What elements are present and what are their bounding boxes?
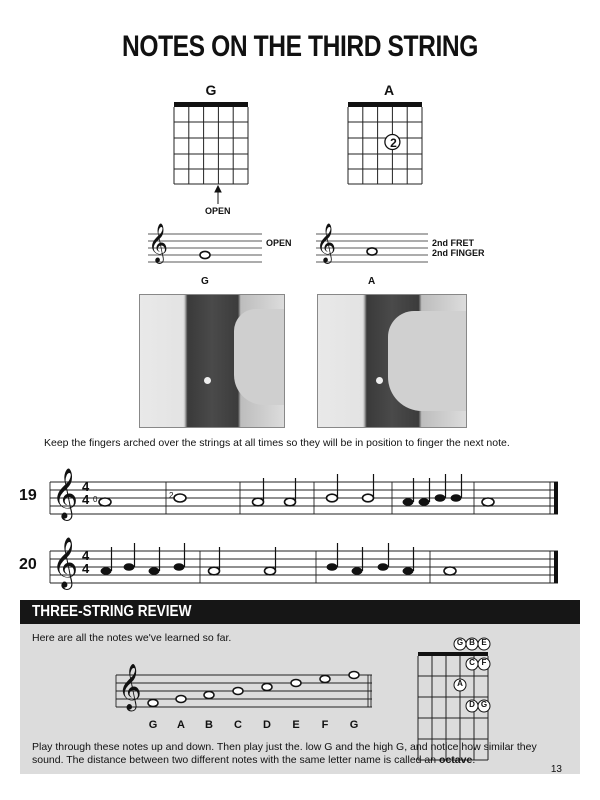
fretboard-marker-label: G — [480, 700, 488, 709]
closing-text-before: Play through these notes up and down. Then play just the. low G and the high G, and notice how similar they sound. The distance between two different notes with the same letter name is called an — [32, 741, 537, 766]
time-bottom: 4 — [82, 492, 90, 507]
time-top: 4 — [82, 548, 90, 563]
time-bottom: 4 — [82, 561, 90, 576]
exercise-number-20: 20 — [19, 556, 37, 573]
review-closing-text — [32, 741, 566, 767]
page-number: 13 — [550, 764, 562, 775]
staff-note-label-g: G — [201, 276, 209, 287]
note-name: G — [148, 719, 158, 731]
chord-name-g: G — [205, 82, 217, 98]
note-name: A — [177, 719, 185, 731]
note-name: C — [234, 719, 242, 731]
finger-mark-2: 2 — [169, 491, 174, 500]
note-name: B — [205, 719, 213, 731]
time-top: 4 — [82, 479, 90, 494]
fretboard-marker-label: C — [469, 658, 475, 667]
treble-clef-icon: 𝄞 — [118, 665, 142, 709]
note-name: G — [349, 719, 359, 731]
review-intro: Here are all the notes we've learned so far. — [32, 632, 232, 644]
fretboard-marker-label: G — [456, 638, 464, 647]
note-name: E — [292, 719, 300, 731]
note-name: D — [263, 719, 271, 731]
fret-marker-number: 2 — [390, 136, 397, 150]
chord-name-a: A — [383, 82, 395, 98]
treble-clef-icon: 𝄞 — [52, 469, 79, 518]
staff-annotation-open: OPEN — [266, 238, 292, 248]
page-title: NOTES ON THE THIRD STRING — [121, 30, 479, 63]
treble-clef-icon: 𝄞 — [316, 224, 337, 262]
review-heading: THREE-STRING REVIEW — [32, 603, 192, 620]
note-name: F — [321, 719, 329, 731]
treble-clef-icon: 𝄞 — [148, 224, 169, 262]
fretboard-marker-label: A — [457, 679, 463, 688]
instruction-text: Keep the fingers arched over the strings at all times so they will be in position to finger the next note. — [44, 437, 510, 449]
octave-term: octave — [439, 754, 473, 766]
open-label: OPEN — [205, 206, 231, 216]
exercise-number-19: 19 — [19, 487, 37, 504]
fretboard-marker-label: F — [481, 658, 487, 667]
fretboard-marker-label: B — [469, 638, 475, 647]
review-notes — [148, 672, 359, 707]
fretboard-marker-label: D — [469, 700, 475, 709]
finger-mark-0: 0 — [93, 495, 98, 504]
staff-annotation-finger: 2nd FINGER — [432, 248, 485, 258]
closing-text-after: . — [472, 754, 476, 766]
staff-note-label-a: A — [368, 276, 376, 287]
fretboard-marker-label: E — [481, 638, 487, 647]
treble-clef-icon: 𝄞 — [52, 538, 79, 587]
staff-annotation-fret: 2nd FRET — [432, 238, 474, 248]
